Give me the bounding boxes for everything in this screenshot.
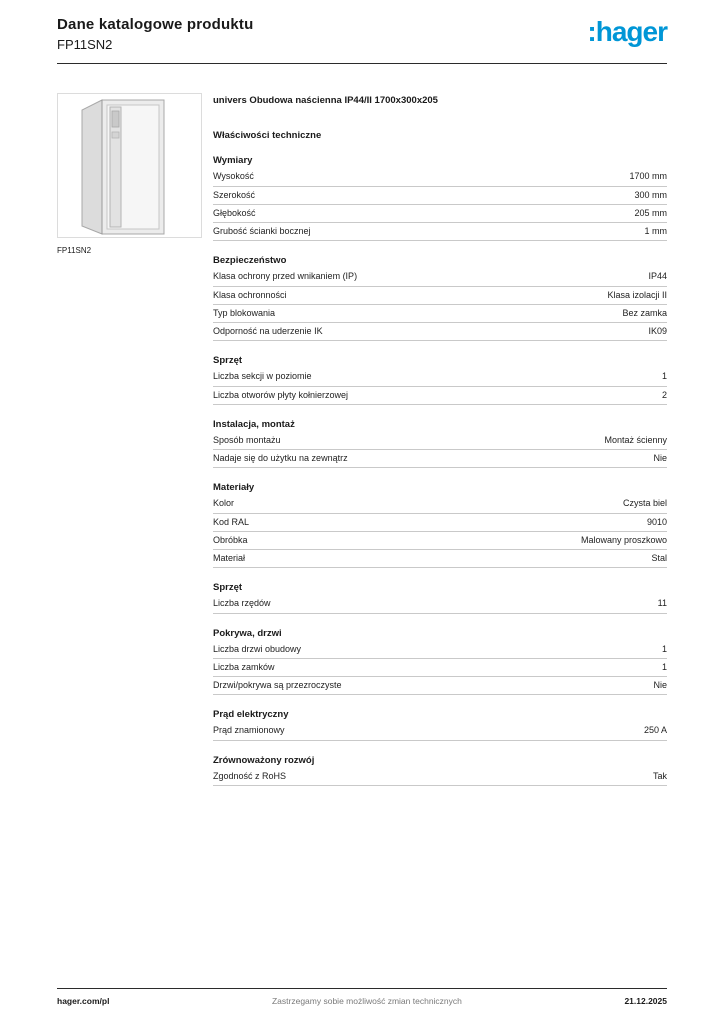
product-image-caption: FP11SN2 [57, 246, 92, 256]
section-title: Prąd elektryczny [213, 709, 289, 721]
spec-section [213, 255, 667, 341]
spec-value: 1700 mm [629, 171, 667, 182]
spec-section [213, 482, 667, 568]
spec-row [213, 641, 667, 659]
section-title: Sprzęt [213, 582, 243, 594]
spec-value: 11 [657, 598, 667, 609]
section-title: Pokrywa, drzwi [213, 627, 282, 639]
spec-row [213, 768, 667, 786]
spec-row [213, 223, 667, 241]
spec-row [213, 550, 667, 568]
section-title: Materiały [213, 482, 255, 494]
spec-label: Liczba sekcji w poziomie [213, 371, 312, 382]
spec-value: 9010 [646, 516, 667, 527]
spec-section [213, 709, 667, 740]
spec-value: 1 [661, 643, 667, 654]
spec-label: Kolor [213, 498, 235, 509]
spec-row [213, 168, 667, 186]
spec-label: Odporność na uderzenie IK [213, 326, 323, 336]
spec-value: Czysta biel [622, 498, 667, 509]
spec-value: 1 [661, 661, 667, 672]
spec-label: Klasa ochronności [213, 289, 287, 300]
spec-value: Nie [653, 680, 667, 690]
spec-label: Głębokość [213, 207, 256, 218]
spec-value: 300 mm [634, 189, 667, 200]
spec-row [213, 677, 667, 695]
spec-value: Stal [651, 553, 667, 563]
spec-row [213, 595, 667, 613]
spec-row [213, 659, 667, 677]
spec-row [213, 450, 667, 468]
left-column [57, 93, 213, 786]
spec-row [213, 532, 667, 550]
spec-value: 2 [661, 389, 667, 400]
spec-row [213, 514, 667, 532]
header-divider [57, 63, 667, 64]
spec-label: Klasa ochrony przed wnikaniem (IP) [213, 271, 358, 282]
spec-section [213, 628, 667, 696]
spec-row [213, 287, 667, 305]
header-text [57, 16, 254, 52]
spec-label: Sposób montażu [213, 434, 281, 445]
technical-properties-title: Właściwości techniczne [213, 130, 322, 142]
spec-section [213, 155, 667, 241]
product-code: FP11SN2 [57, 37, 113, 53]
spec-value: 1 mm [644, 226, 667, 236]
spec-label: Szerokość [213, 189, 256, 200]
product-name: univers Obudowa naścienna IP44/II 1700x300x205 [213, 95, 438, 107]
footer-disclaimer: Zastrzegamy sobie możliwość zmian technicznych [271, 996, 462, 1006]
spec-section [213, 355, 667, 405]
spec-sections [213, 155, 667, 786]
spec-section [213, 755, 667, 786]
spec-label: Zgodność z RoHS [213, 770, 287, 781]
spec-section [213, 582, 667, 613]
footer-website[interactable]: hager.com/pl [57, 996, 110, 1006]
spec-column [213, 93, 667, 786]
enclosure-drawing-icon [58, 94, 201, 237]
spec-value: Montaż ścienny [604, 434, 667, 445]
spec-value: 250 A [643, 725, 667, 736]
spec-value: Klasa izolacji II [607, 289, 667, 300]
spec-row [213, 387, 667, 405]
footer-divider [57, 988, 667, 989]
spec-label: Liczba otworów płyty kołnierzowej [213, 389, 349, 400]
spec-label: Prąd znamionowy [213, 725, 285, 736]
spec-label: Typ blokowania [213, 307, 276, 318]
footer-row [57, 996, 667, 1006]
spec-row [213, 432, 667, 450]
spec-row [213, 268, 667, 286]
spec-value: Bez zamka [622, 307, 667, 318]
section-title: Zrównoważony rozwój [213, 754, 315, 766]
spec-row [213, 368, 667, 386]
footer [57, 988, 667, 1006]
spec-row [213, 305, 667, 323]
spec-label: Nadaje się do użytku na zewnątrz [213, 453, 348, 463]
section-title: Wymiary [213, 155, 253, 167]
spec-label: Drzwi/pokrywa są przezroczyste [213, 680, 342, 690]
spec-value: 1 [661, 371, 667, 382]
spec-label: Liczba rzędów [213, 598, 271, 609]
spec-row [213, 495, 667, 513]
spec-row [213, 187, 667, 205]
spec-label: Materiał [213, 553, 246, 563]
spec-value: 205 mm [634, 207, 667, 218]
spec-section [213, 419, 667, 469]
footer-date: 21.12.2025 [624, 996, 667, 1006]
product-image [57, 93, 202, 238]
spec-value: IP44 [648, 271, 667, 282]
spec-value: Tak [652, 770, 667, 781]
spec-row [213, 205, 667, 223]
spec-label: Liczba zamków [213, 661, 275, 672]
section-title: Sprzęt [213, 355, 243, 367]
spec-label: Wysokość [213, 171, 254, 182]
header [57, 16, 667, 52]
spec-value: Nie [653, 453, 667, 463]
spec-label: Kod RAL [213, 516, 250, 527]
spec-label: Liczba drzwi obudowy [213, 643, 302, 654]
section-title: Instalacja, montaż [213, 418, 295, 430]
hager-logo: :hager [587, 16, 667, 47]
spec-row [213, 722, 667, 740]
spec-value: IK09 [648, 326, 667, 336]
spec-label: Grubość ścianki bocznej [213, 226, 311, 236]
section-title: Bezpieczeństwo [213, 255, 287, 267]
spec-value: Malowany proszkowo [580, 534, 667, 545]
page-title: Dane katalogowe produktu [57, 16, 254, 33]
spec-label: Obróbka [213, 534, 248, 545]
content [57, 93, 667, 786]
spec-row [213, 323, 667, 341]
